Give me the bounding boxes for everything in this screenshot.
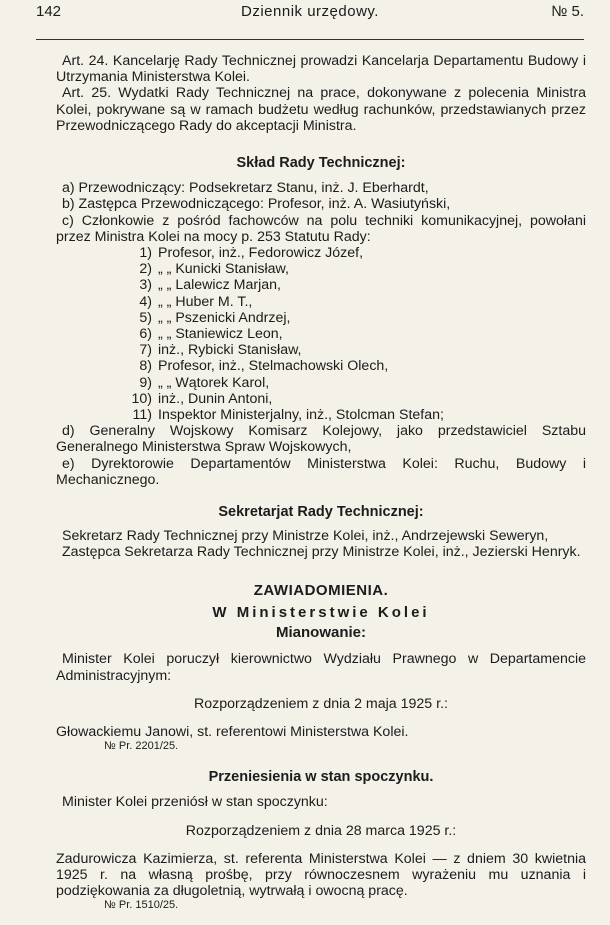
member-number: 1) (139, 245, 152, 262)
sklad-item-c: c) Członkowie z pośród fachowców na polu techniki komunikacyjnej, powołani przez Ministra Kolei na mocy p. 253 Statutu Rady: (56, 212, 586, 245)
list-item (56, 342, 586, 358)
member-number: 3) (139, 277, 152, 294)
list-item (56, 391, 586, 407)
member-name: „ „ Huber M. T., (158, 293, 253, 310)
przeniesienia-heading: Przeniesienia w stan spoczynku. (208, 769, 434, 786)
member-name: „ „ Wątorek Karol, (158, 374, 270, 391)
list-item (56, 277, 586, 293)
sklad-item-b: b) Zastępca Przewodniczącego: Profesor, inż. A. Wasiutyński, (62, 196, 451, 213)
member-name: inż., Dunin Antoni, (158, 390, 273, 407)
member-name: „ „ Kunicki Stanisław, (158, 261, 289, 278)
mianowanie-reference: № Pr. 2201/25. (104, 740, 179, 753)
member-name: Profesor, inż., Stelmachowski Olech, (158, 358, 389, 375)
member-name: „ „ Lalewicz Marjan, (158, 277, 281, 294)
member-number: 11) (132, 407, 152, 424)
przeniesienia-reference: № Pr. 1510/25. (104, 899, 179, 912)
sklad-item-a: a) Przewodniczący: Podsekretarz Stanu, inż. J. Eberhardt, (62, 180, 429, 197)
mianowanie-intro: Minister Kolei poruczył kierownictwo Wydziału Prawnego w Departamencie Administracyjnym: (56, 651, 586, 684)
member-number: 7) (139, 342, 152, 359)
sklad-item-d: d) Generalny Wojskowy Komisarz Kolejowy, jako przedstawiciel Sztabu Generalnego Ministerstwa Spraw Wojskowych, (56, 423, 586, 456)
spacer (56, 684, 586, 696)
zawiadomienia-heading: ZAWIADOMIENIA. (253, 581, 389, 599)
members-list (56, 245, 586, 423)
issue-number: № 5. (551, 3, 584, 20)
article-24: Art. 24. Kancelarję Rady Technicznej prowadzi Kancelarja Departamentu Budowy i Utrzymania Ministerstwa Kolei. (56, 53, 586, 86)
member-name: Profesor, inż., Fedorowicz Józef, (158, 245, 364, 262)
header-rule (36, 39, 584, 40)
member-number: 4) (139, 293, 152, 310)
list-item (56, 375, 586, 391)
przeniesienia-person: Zadurowicza Kazimierza, st. referenta Ministerstwa Kolei — z dniem 30 kwietnia 1925 r. na własną prośbę, przy równoczesnem wyrażeniu mu uznania i podziękowania za długoletnią, wytrwałą i owocną pracę. (56, 850, 586, 900)
member-number: 8) (139, 358, 152, 375)
page-number: 142 (36, 3, 62, 20)
list-item (56, 407, 586, 423)
list-item (56, 294, 586, 310)
sklad-item-e: e) Dyrektorowie Departamentów Ministerstwa Kolei: Ruchu, Budowy i Mechanicznego. (56, 455, 586, 488)
list-item (56, 261, 586, 277)
sekretarjat-deputy: Zastępca Sekretarza Rady Technicznej przy Ministrze Kolei, inż., Jezierski Henryk. (62, 544, 581, 561)
przeniesienia-date: Rozporządzeniem z dnia 28 marca 1925 r.: (185, 822, 457, 839)
mianowanie-date: Rozporządzeniem z dnia 2 maja 1925 r.: (194, 695, 448, 712)
member-number: 10) (131, 390, 152, 407)
page-header (36, 4, 584, 24)
member-number: 6) (139, 326, 152, 343)
article-25: Art. 25. Wydatki Rady Technicznej na prace, dokonywane z polecenia Ministra Kolei, pokrywane są w ramach budżetu według rachunków, przedstawianych przez Przewodniczącego Rady do akceptacji Ministra. (56, 85, 586, 134)
mianowanie-person: Głowackiemu Janowi, st. referentowi Ministerstwa Kolei. (56, 723, 409, 740)
sekretarjat-secretary: Sekretarz Rady Technicznej przy Ministrze Kolei, inż., Andrzejewski Seweryn, (62, 528, 549, 545)
list-item (56, 358, 586, 374)
list-item (56, 310, 586, 326)
spacer (56, 811, 586, 823)
sklad-heading: Skład Rady Technicznej: (236, 155, 406, 172)
member-name: Inspektor Ministerjalny, inż., Stolcman Stefan; (158, 407, 444, 424)
member-name: „ „ Pszenicki Andrzej, (158, 309, 291, 326)
member-number: 9) (139, 374, 152, 391)
member-name: inż., Rybicki Stanisław, (158, 342, 302, 359)
list-item (56, 326, 586, 342)
spacer (56, 712, 586, 724)
spacer (56, 839, 586, 851)
ministry-subheading: W Ministerstwie Kolei (212, 603, 430, 621)
member-number: 2) (139, 261, 152, 278)
member-name: „ „ Staniewicz Leon, (158, 326, 283, 343)
member-number: 5) (139, 309, 152, 326)
mianowanie-heading: Mianowanie: (275, 624, 366, 642)
sekretarjat-heading: Sekretarjat Rady Technicznej: (218, 504, 424, 521)
journal-title: Dziennik urzędowy. (241, 3, 379, 20)
list-item (56, 245, 586, 261)
przeniesienia-intro: Minister Kolei przeniósł w stan spoczynku: (62, 794, 328, 811)
main-content (56, 53, 586, 912)
